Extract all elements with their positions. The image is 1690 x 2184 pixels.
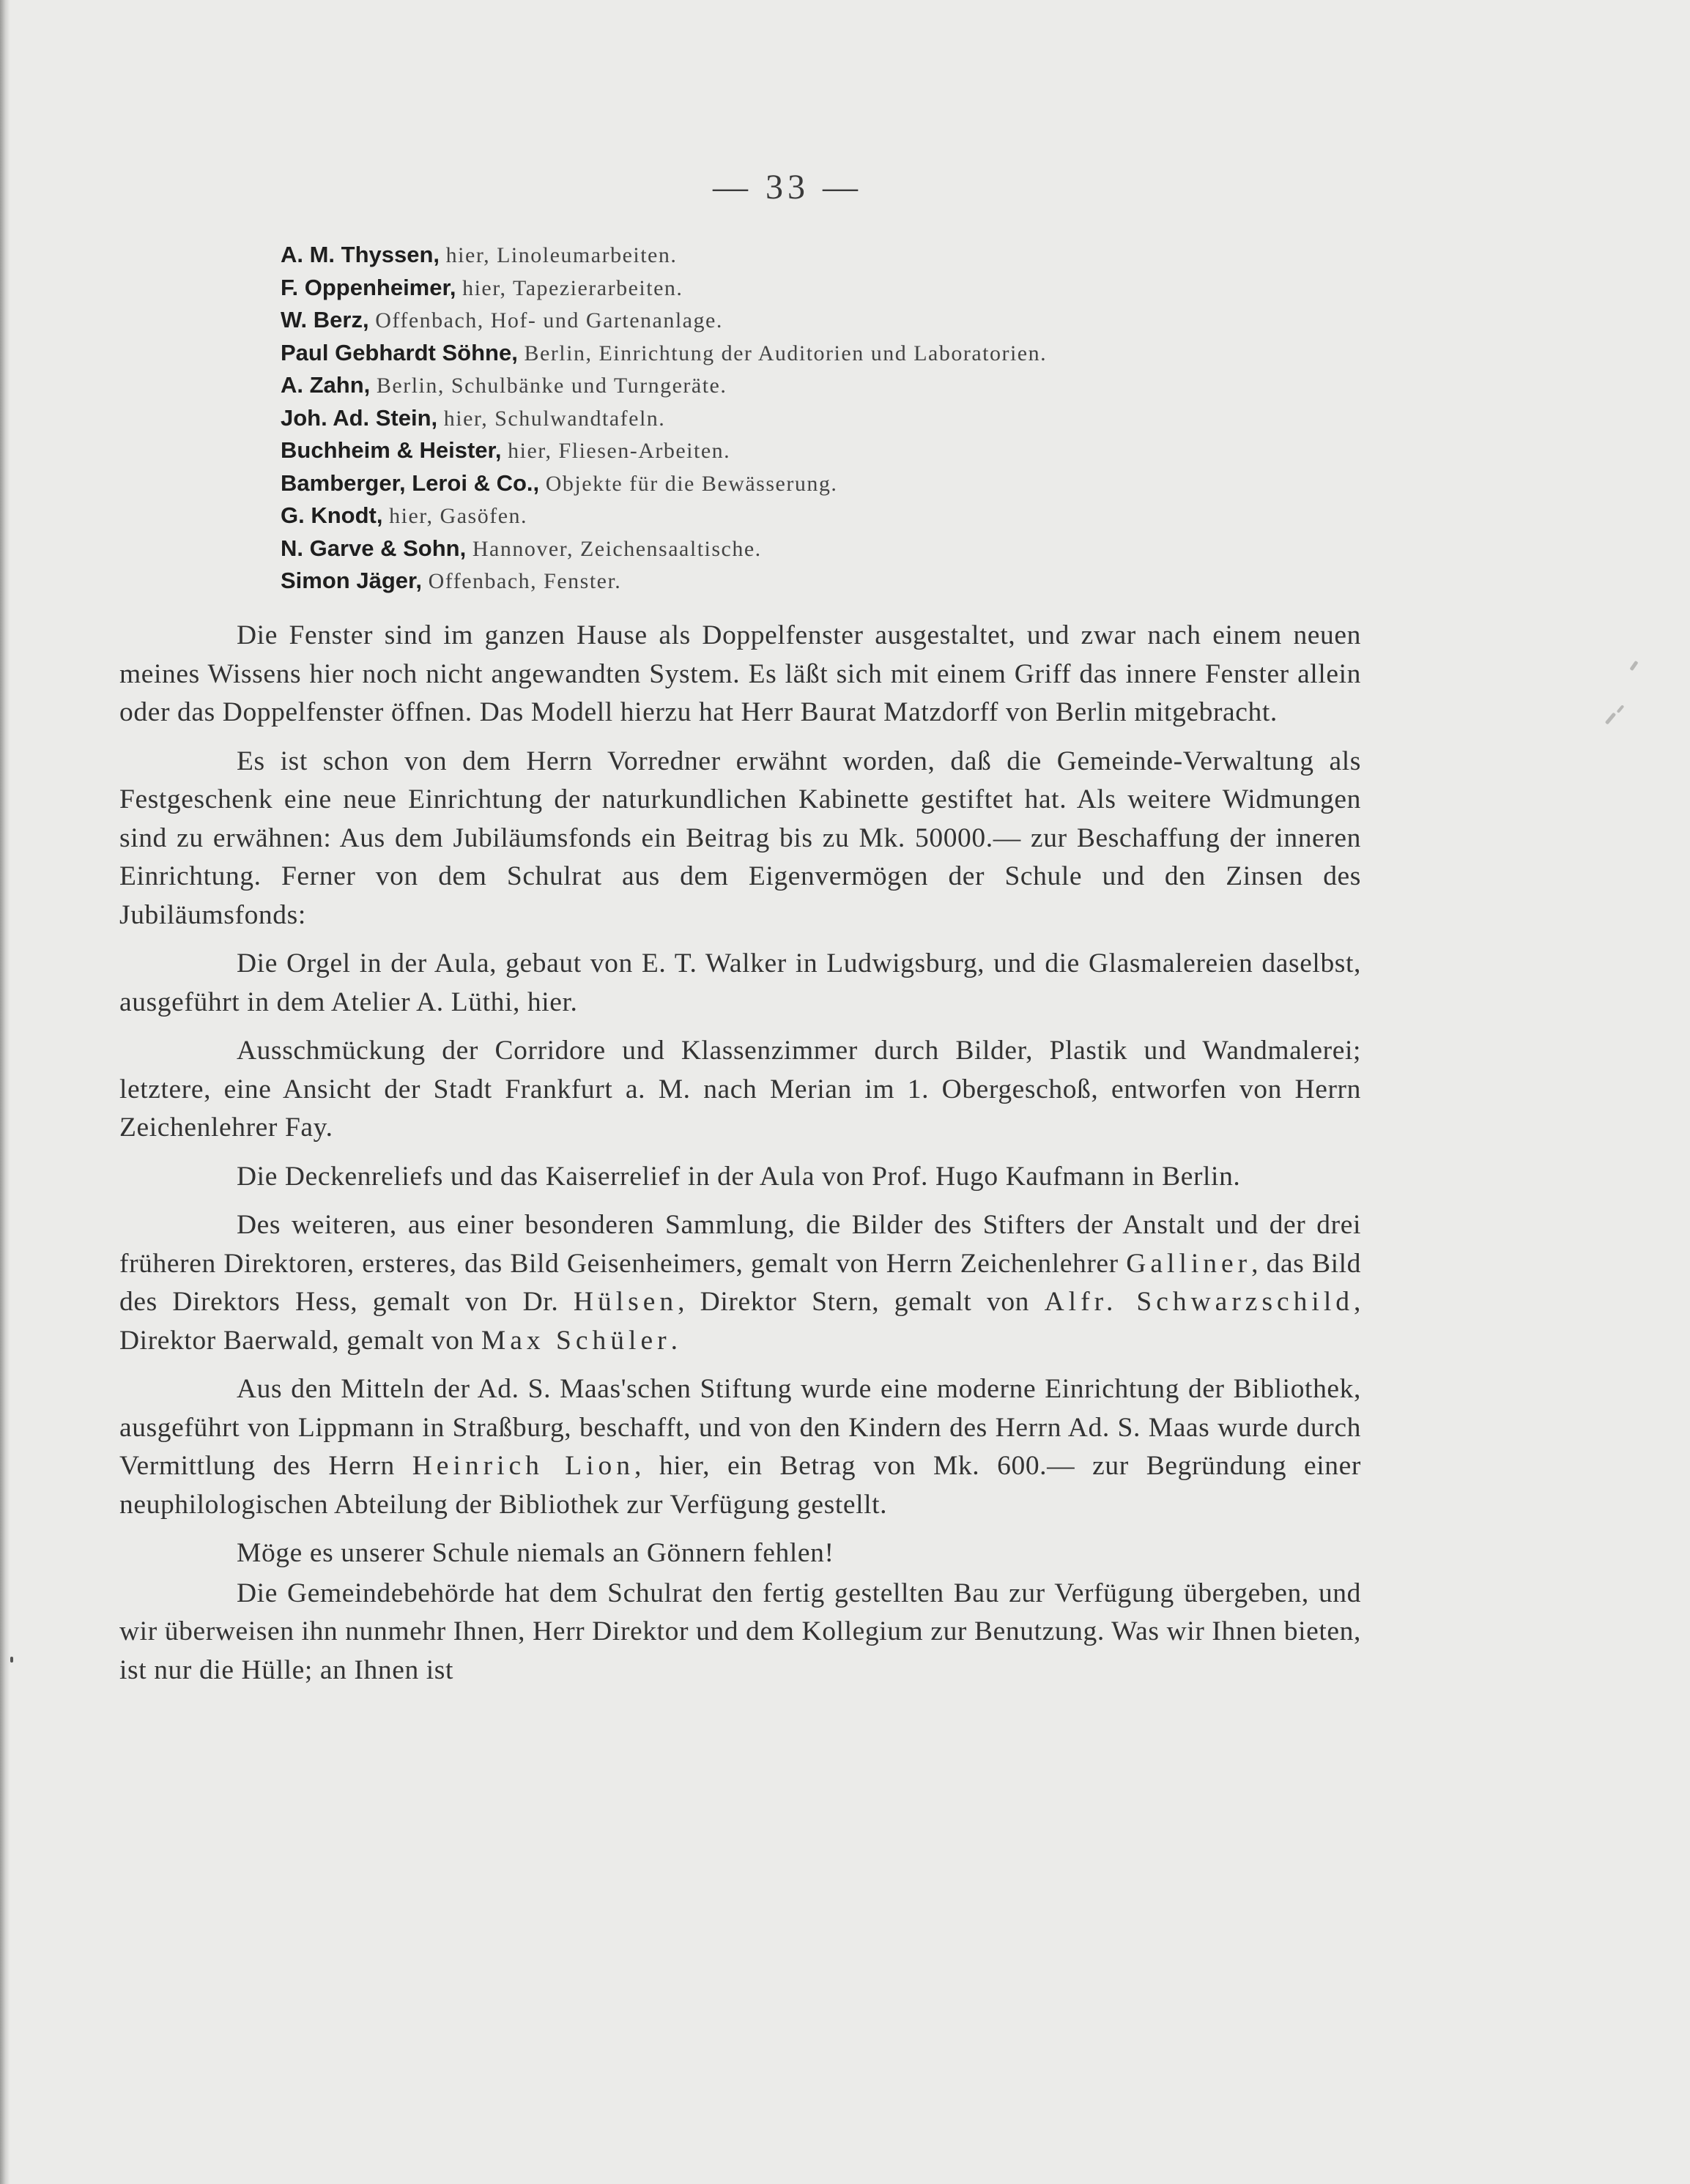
spaced-name: Galliner <box>1126 1248 1252 1279</box>
supplier-desc: Hannover, Zeichensaaltische. <box>472 536 762 561</box>
list-item <box>281 337 1379 370</box>
list-item <box>281 532 1379 565</box>
supplier-name: Simon Jäger, <box>281 568 422 593</box>
spaced-name: Hülsen <box>573 1287 678 1317</box>
supplier-name: Bamberger, Leroi & Co., <box>281 469 540 496</box>
paragraph-reliefs: Die Deckenreliefs und das Kaiserrelief in der Aula von Prof. Hugo Kaufmann in Berlin. <box>237 1161 1241 1192</box>
list-item <box>281 369 1379 402</box>
supplier-name: F. Oppenheimer, <box>281 274 456 300</box>
paragraph-organ: Die Orgel in der Aula, gebaut von E. T. Walker in Ludwigsburg, und die Glasmalereien daselbst, ausgeführt in dem Atelier A. Lüthi, hier. <box>119 948 1361 1017</box>
supplier-name: N. Garve & Sohn, <box>281 535 467 561</box>
list-item <box>281 499 1379 532</box>
supplier-name: A. M. Thyssen, <box>281 242 440 267</box>
paragraph-donations: Es ist schon von dem Herrn Vorredner erwähnt worden, daß die Gemeinde-Verwaltung als Festgeschenk eine neue Einrichtung der naturkundlichen Kabinette gestiftet hat. Als weitere Widmungen sind zu erwähnen: Aus dem Jubiläumsfonds ein Beitrag bis zu Mk. 50000.— zur Beschaffung der inneren Einrichtung. Ferner von dem Schulrat aus dem Eigenvermögen der Schule und den Zinsen des Jubiläumsfonds: <box>119 746 1361 930</box>
scan-speck <box>1629 661 1638 671</box>
text-run: . <box>670 1325 678 1356</box>
paragraph-handover: Die Gemeindebehörde hat dem Schulrat den fertig gestellten Bau zur Verfügung übergeben, und wir überweisen ihn nunmehr Ihnen, Herr Direktor und dem Kollegium zur Benutzung. Was wir Ihnen bieten, ist nur die Hülle; an Ihnen ist <box>119 1578 1361 1685</box>
spaced-name: Heinrich Lion <box>412 1451 635 1481</box>
supplier-desc: hier, Linoleumarbeiten. <box>445 243 678 267</box>
scan-speck <box>1605 712 1616 724</box>
supplier-desc: hier, Fliesen-Arbeiten. <box>508 439 731 463</box>
supplier-name: Joh. Ad. Stein, <box>281 404 438 431</box>
supplier-desc: hier, Gasöfen. <box>389 504 528 528</box>
scan-speck <box>1617 705 1625 713</box>
supplier-desc: Objekte für die Bewässerung. <box>545 471 838 496</box>
supplier-name: W. Berz, <box>281 307 369 333</box>
text-run: , Direktor Baerwald, gemalt von <box>119 1287 1362 1356</box>
spaced-name: Max Schüler <box>481 1325 671 1356</box>
supplier-name: G. Knodt, <box>281 502 383 528</box>
list-item <box>281 565 1379 598</box>
paragraph-wish: Möge es unserer Schule niemals an Gönnern fehlen! <box>237 1538 834 1568</box>
text-run: , Direktor Stern, gemalt von <box>678 1287 1045 1317</box>
supplier-desc: Berlin, Schulbänke und Turngeräte. <box>376 374 727 398</box>
paragraph-windows: Die Fenster sind im ganzen Hause als Doppelfenster ausgestaltet, und zwar nach einem neuen meines Wissens hier noch nicht angewandten System. Es läßt sich mit einem Griff das innere Fenster allein oder das Doppelfenster öffnen. Das Modell hierzu hat Herr Baurat Matzdorff von Berlin mitgebracht. <box>119 620 1361 727</box>
list-item <box>281 402 1379 435</box>
page-number: — 33 — <box>713 168 862 207</box>
spaced-name: Alfr. Schwarzschild <box>1044 1287 1354 1317</box>
text-run: , hier, ein Betrag von Mk. 600.— zur Begründung einer neuphilologischen Abteilung der Bibliothek zur Verfügung gestellt. <box>119 1451 1361 1520</box>
supplier-desc: hier, Schulwandtafeln. <box>443 406 666 431</box>
supplier-list <box>281 239 1379 598</box>
supplier-desc: Offenbach, Hof- und Gartenanlage. <box>375 308 723 333</box>
text-run: Aus den Mitteln der Ad. S. Maas'schen Stiftung wurde eine moderne Einrichtung der Bibliothek, ausgeführt von Lippmann in Straßburg, beschafft, und von den Kindern des Herrn Ad. S. Maas wurde durch Vermittlung des Herrn <box>119 1374 1361 1481</box>
paragraph-portraits <box>119 1206 1361 1360</box>
text-run: , das Bild des Direktors Hess, gemalt von Dr. <box>119 1248 1361 1317</box>
paragraph-decoration: Ausschmückung der Corridore und Klassenzimmer durch Bilder, Plastik und Wandmalerei; letztere, eine Ansicht der Stadt Frankfurt a. M. nach Merian im 1. Obergeschoß, entworfen von Herrn Zeichenlehrer Fay. <box>119 1036 1361 1143</box>
list-item <box>281 272 1379 305</box>
supplier-name: Paul Gebhardt Söhne, <box>281 339 518 365</box>
scan-speck <box>10 1657 13 1663</box>
list-item <box>281 467 1379 500</box>
text-run: Des weiteren, aus einer besonderen Sammlung, die Bilder des Stifters der Anstalt und der drei früheren Direktoren, ersteres, das Bild Geisenheimers, gemalt von Herrn Zeichenlehrer <box>119 1210 1361 1279</box>
body-text <box>119 617 1361 1700</box>
list-item <box>281 304 1379 337</box>
list-item <box>281 239 1379 272</box>
supplier-name: A. Zahn, <box>281 372 371 398</box>
supplier-desc: Berlin, Einrichtung der Auditorien und Laboratorien. <box>524 341 1048 365</box>
list-item <box>281 434 1379 467</box>
paragraph-library <box>119 1370 1361 1524</box>
scan-binding-edge <box>0 0 10 2184</box>
supplier-desc: hier, Tapezierarbeiten. <box>462 275 683 300</box>
supplier-desc: Offenbach, Fenster. <box>428 569 622 593</box>
supplier-name: Buchheim & Heister, <box>281 437 502 463</box>
